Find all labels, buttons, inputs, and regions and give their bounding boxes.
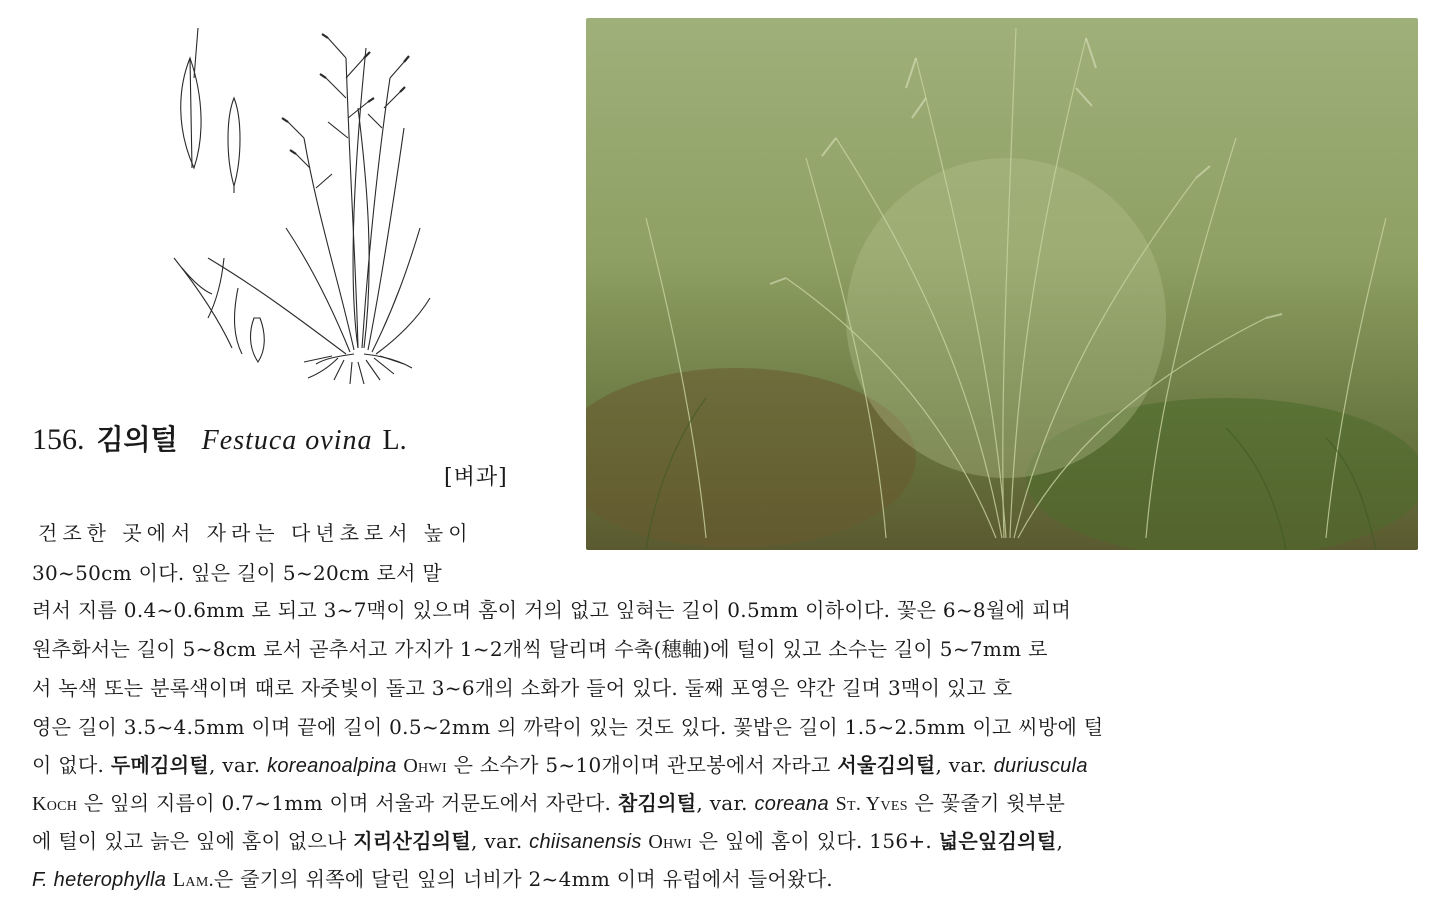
body-line xyxy=(32,752,1088,779)
body-line xyxy=(38,520,473,546)
text-run: , var. xyxy=(935,753,994,777)
body-line xyxy=(32,828,1063,855)
scientific-name: Festuca ovina xyxy=(201,425,373,456)
entry-number: 156. xyxy=(32,423,85,456)
korean-name: 김의털 xyxy=(96,423,178,456)
text-run: 려서 지름 0.4~0.6mm 로 되고 3~7맥이 있으며 홈이 거의 없고 잎혀는 길이 0.5mm 이하이다. 꽃은 6~8월에 피며 xyxy=(32,598,1072,622)
text-run: 은 줄기의 위쪽에 달린 잎의 너비가 2~4mm 이며 유럽에서 들어왔다. xyxy=(213,867,833,891)
text-run: 영은 길이 3.5~4.5mm 이며 끝에 길이 0.5~2mm 의 까락이 있는 것도 있다. 꽃밥은 길이 1.5~2.5mm 이고 씨방에 털 xyxy=(32,715,1104,739)
author-abbrev: Ohwi xyxy=(403,755,447,777)
variety-name: 서울김의털 xyxy=(837,753,936,777)
variety-name: 지리산김의털 xyxy=(353,829,472,853)
text-run: , var. xyxy=(696,791,755,815)
text-run xyxy=(166,867,173,891)
text-run: 이 없다. xyxy=(32,753,111,777)
botanical-illustration xyxy=(168,18,438,390)
text-run: 건조한 곳에서 자라는 다년초로서 높이 xyxy=(38,521,473,545)
variety-epithet: coreana xyxy=(754,793,829,815)
body-line xyxy=(32,714,1103,740)
text-run: 원추화서는 길이 5~8cm 로서 곧추서고 가지가 1~2개씩 달리며 수축(穗軸)에 털이 있고 소수는 길이 5~7mm 로 xyxy=(32,637,1048,661)
text-run: 은 잎에 홈이 있다. 156+. xyxy=(692,829,939,853)
text-run: 은 잎의 지름이 0.7~1mm 이며 서울과 거문도에서 자란다. xyxy=(77,791,618,815)
body-line xyxy=(32,790,1065,817)
variety-epithet: duriuscula xyxy=(993,755,1088,777)
body-line xyxy=(32,597,1071,623)
text-run: 30~50cm 이다. 잎은 길이 5~20cm 로서 말 xyxy=(32,561,443,585)
body-line xyxy=(32,675,1012,701)
body-line xyxy=(32,866,833,893)
body-line xyxy=(32,560,442,586)
text-run xyxy=(829,791,836,815)
text-run: , xyxy=(1056,829,1064,853)
text-run: , var. xyxy=(208,753,268,777)
text-run: 은 소수가 5~10개이며 관모봉에서 자라고 xyxy=(446,753,838,777)
variety-name: 참김의털 xyxy=(617,791,697,815)
author-abbrev: Ohwi xyxy=(648,831,693,853)
variety-name: 두메김의털 xyxy=(110,753,209,777)
family-label: [벼과] xyxy=(444,465,508,490)
variety-epithet: koreanoalpina xyxy=(267,755,397,777)
variety-name: 넓은잎김의털 xyxy=(938,829,1057,853)
body-line xyxy=(32,636,1048,662)
text-run: 에 털이 있고 늙은 잎에 홈이 없으나 xyxy=(32,829,354,853)
author-abbrev: Lam. xyxy=(172,869,214,891)
species-epithet: F. heterophylla xyxy=(32,869,167,891)
grass-photo xyxy=(586,18,1418,550)
author-abbrev: Koch xyxy=(32,793,78,815)
entry-title xyxy=(32,418,407,462)
text-run: 서 녹색 또는 분록색이며 때로 자줏빛이 돌고 3~6개의 소화가 들어 있다. 둘째 포영은 약간 길며 3맥이 있고 호 xyxy=(32,676,1013,700)
author-abbrev: St. Yves xyxy=(835,793,908,815)
variety-epithet: chiisanensis xyxy=(529,831,642,853)
author-abbrev: L. xyxy=(382,425,407,456)
text-run: , var. xyxy=(471,829,530,853)
text-run: 은 꽃줄기 윗부분 xyxy=(907,791,1066,815)
